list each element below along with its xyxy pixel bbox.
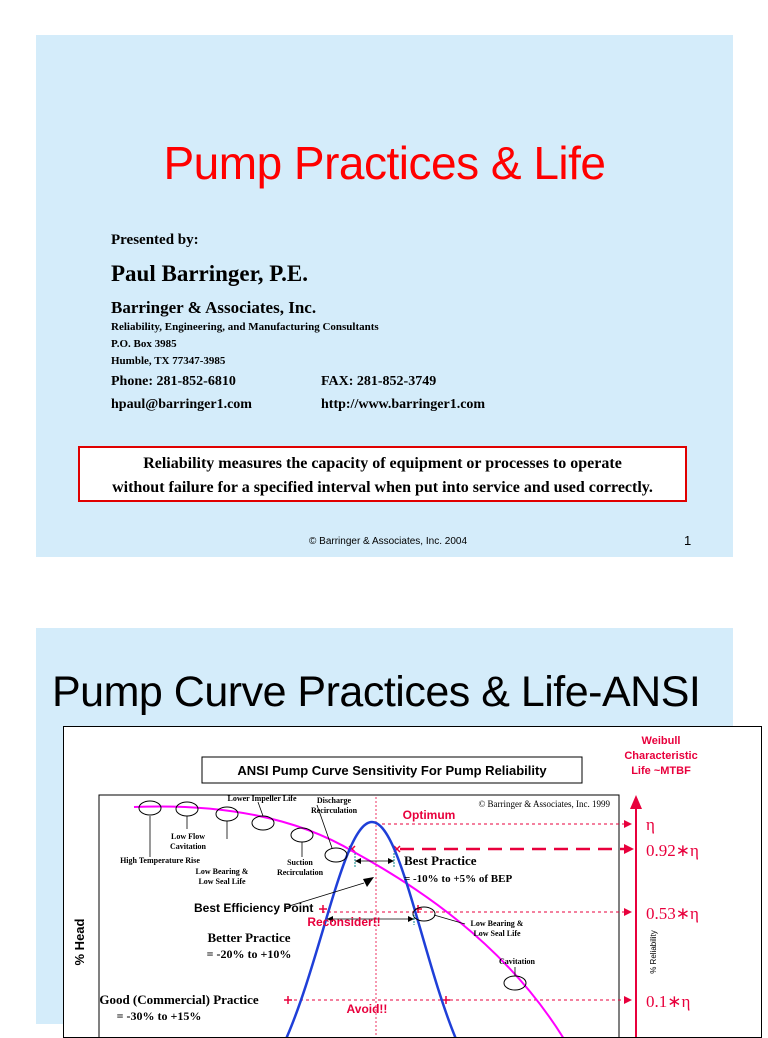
low-bearing-left-label-2: Low Seal Life [198,877,246,886]
low-flow-label-2: Cavitation [170,842,206,851]
discharge-recirculation-label-1: Discharge [316,796,352,805]
eta-092-arrow [624,844,634,854]
good-practice-range: = -30% to +15% [116,1009,202,1023]
page-number: 1 [684,533,692,548]
slide-1 [36,35,733,557]
eta-top-arrow [624,820,632,828]
suction-recirculation-label-2: Recirculation [276,868,324,877]
bep-label: Best Efficiency Point [194,901,314,915]
reconsider-label: Reconsider!! [307,915,381,929]
reliability-definition-box [78,446,687,502]
reliability-axis-label: % Reliability [649,930,658,974]
slide-2-title: Pump Curve Practices & Life-ANSI [52,668,701,716]
pump-curve-svg [64,727,761,1037]
presented-by-label: Presented by: [111,232,199,248]
eta-01-label: 0.1∗η [646,992,691,1011]
better-practice-label: Better Practice [207,930,291,945]
weibull-label-3: Life ~MTBF [631,765,691,777]
better-practice-range: = -20% to +10% [206,947,292,961]
eta-053-arrow [624,908,632,916]
city-address: Humble, TX 77347-3985 [111,355,226,367]
definition-line-1: Reliability measures the capacity of equipment or processes to operate [143,455,622,472]
weibull-label-1: Weibull [641,735,681,747]
lower-impeller-life-label: Lower Impeller Life [227,794,297,803]
best-practice-label: Best Practice [404,853,477,868]
cavitation-label: Cavitation [499,957,535,966]
bep-arrow-head [363,877,374,887]
presenter-name: Paul Barringer, P.E. [111,261,309,286]
good-practice-label: Good (Commercial) Practice [99,992,259,1007]
slide-2 [36,628,733,1024]
low-bearing-left-label-1: Low Bearing & [195,867,249,876]
website-link[interactable]: http://www.barringer1.com [321,397,486,412]
annotation-arrows [150,802,515,976]
company-tagline: Reliability, Engineering, and Manufacturing Consultants [111,321,379,333]
low-bearing-right-label-2: Low Seal Life [473,929,521,938]
chart-copyright: © Barringer & Associates, Inc. 1999 [478,799,610,809]
suction-recirculation-label-1: Suction [287,858,313,867]
best-practice-range: = -10% to +5% of BEP [404,873,513,885]
high-temp-rise-label: High Temperature Rise [120,856,200,865]
company-name: Barringer & Associates, Inc. [111,298,317,317]
discharge-recirculation-label-2: Recirculation [310,806,358,815]
slide-1-title: Pump Practices & Life [163,137,606,189]
slide-1-copyright: © Barringer & Associates, Inc. 2004 [309,536,468,547]
email-link[interactable]: hpaul@barringer1.com [111,397,252,412]
eta-top-label: η [646,815,655,834]
optimum-label: Optimum [402,808,456,822]
low-bearing-right-label-1: Low Bearing & [470,919,524,928]
po-box: P.O. Box 3985 [111,338,177,350]
fax-number: FAX: 281-852-3749 [321,374,437,389]
reliability-axis-arrow [630,795,642,809]
eta-01-arrow [624,996,632,1004]
pump-curve-diagram [63,726,762,1038]
low-flow-label-1: Low Flow [171,832,205,841]
weibull-label-2: Characteristic [624,750,698,762]
definition-line-2: without failure for a specified interval when put into service and used correctly. [112,479,653,496]
chart-heading: ANSI Pump Curve Sensitivity For Pump Reliability [237,763,547,778]
eta-053-label: 0.53∗η [646,904,699,923]
eta-092-label: 0.92∗η [646,841,699,860]
y-axis-label: % Head [72,918,87,966]
avoid-label: Avoid!! [346,1002,388,1016]
phone-number: Phone: 281-852-6810 [111,374,236,389]
